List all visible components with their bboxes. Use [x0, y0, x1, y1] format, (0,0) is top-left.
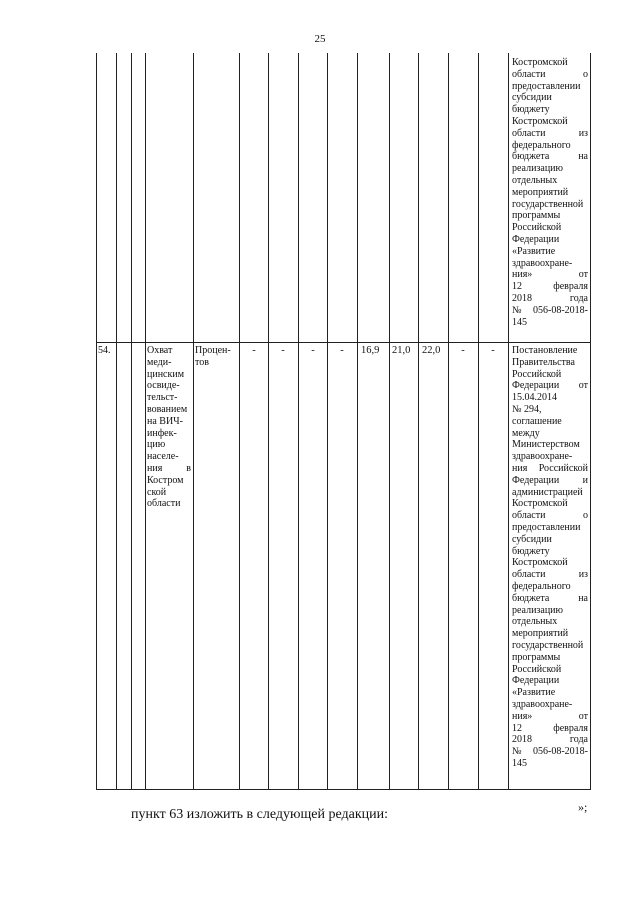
basis-line: Костромской [512, 557, 568, 569]
name-line: вованием [147, 403, 188, 415]
basis-line: 145 [512, 757, 527, 769]
basis-line: государственной [512, 639, 584, 651]
basis-line: области из [512, 127, 588, 139]
name-line: цинским [147, 368, 185, 380]
basis-line: Федерации от [512, 380, 588, 392]
name-line [147, 463, 191, 475]
basis-line: Постановление [512, 345, 578, 356]
basis-line: отдельных [512, 616, 558, 628]
basis-line: 2018 года [512, 734, 588, 746]
basis-line: ния» от [512, 269, 588, 281]
basis-line: здравоохране- [512, 257, 573, 269]
value-2021: 22,0 [422, 345, 441, 356]
name-line: тельст- [147, 392, 178, 404]
basis-line: 12 февраля [512, 722, 588, 734]
basis-line: мероприятий [512, 186, 569, 198]
unit-of-measure [195, 345, 237, 369]
basis-line: программы [512, 651, 561, 663]
indicator-name [147, 345, 191, 510]
value-2019: 16,9 [361, 345, 380, 356]
basis-line: 12 февраля [512, 281, 588, 293]
basis-line: Федерации и [512, 474, 588, 486]
basis-line: № 056-08-2018- [512, 746, 588, 758]
value-dash: - [252, 345, 256, 356]
name-line: на ВИЧ- [147, 415, 184, 427]
basis-line: ния Российской [512, 462, 588, 474]
basis-line: государственной [512, 198, 584, 210]
basis-line: Правительства [512, 356, 575, 368]
basis-line: соглашение [512, 415, 562, 427]
basis-line: мероприятий [512, 628, 569, 640]
basis-line: ния» от [512, 710, 588, 722]
name-line: области [147, 498, 181, 510]
name-word: в [186, 462, 191, 474]
value-dash: - [340, 345, 344, 356]
basis-line: бюджета на [512, 592, 588, 604]
row-number: 54. [98, 345, 111, 356]
name-line: меди- [147, 356, 172, 368]
name-line: ской [147, 486, 167, 498]
basis-line: программы [512, 210, 561, 222]
basis-line: «Развитие [512, 687, 556, 699]
basis-line: 15.04.2014 [512, 392, 557, 404]
unit-line: тов [195, 356, 209, 368]
basis-line: № 294, [512, 403, 542, 415]
page-number: 25 [314, 33, 326, 45]
basis-line: федерального [512, 139, 571, 151]
basis-line: области из [512, 569, 588, 581]
basis-line: Российской [512, 663, 562, 675]
name-line: населе- [147, 451, 179, 463]
basis-line: Федерации [512, 233, 560, 245]
name-line: Костром [147, 474, 184, 486]
basis-line: здравоохране- [512, 451, 573, 463]
basis-line: Костромской [512, 57, 568, 68]
basis-line: «Развитие [512, 245, 556, 257]
unit-line: Процен- [195, 345, 231, 356]
row54-basis [512, 345, 588, 770]
basis-line: № 056-08-2018- [512, 304, 588, 316]
basis-line: реализацию [512, 163, 563, 175]
value-dash: - [311, 345, 315, 356]
name-word: ния [147, 462, 163, 474]
value-dash: - [461, 345, 465, 356]
basis-line: отдельных [512, 174, 558, 186]
name-line: цию [147, 439, 166, 451]
basis-line: администрацией [512, 486, 583, 498]
basis-line: Костромской [512, 115, 568, 127]
basis-line: бюджету [512, 545, 550, 557]
amendment-instruction: пункт 63 изложить в следующей редакции: [131, 807, 388, 822]
basis-line: предоставлении [512, 80, 581, 92]
basis-line: субсидии [512, 533, 552, 545]
value-dash: - [491, 345, 495, 356]
basis-line: субсидии [512, 92, 552, 104]
value-2020: 21,0 [392, 345, 411, 356]
basis-line: Российской [512, 368, 562, 380]
name-line: Охват [147, 345, 173, 356]
prev-row-basis [512, 57, 588, 328]
basis-line: Федерации [512, 675, 560, 687]
closing-quote-mark: »; [578, 800, 588, 814]
basis-line: 2018 года [512, 292, 588, 304]
basis-line: области о [512, 68, 588, 80]
basis-line: здравоохране- [512, 698, 573, 710]
basis-line: реализацию [512, 604, 563, 616]
basis-line: бюджета на [512, 151, 588, 163]
name-line: инфек- [147, 427, 177, 439]
basis-line: бюджету [512, 104, 550, 116]
basis-line: федерального [512, 580, 571, 592]
basis-line: 145 [512, 316, 527, 328]
basis-line: области о [512, 510, 588, 522]
basis-line: между [512, 427, 540, 439]
basis-line: предоставлении [512, 521, 581, 533]
basis-line: Министерством [512, 439, 580, 451]
value-dash: - [281, 345, 285, 356]
basis-line: Костромской [512, 498, 568, 510]
basis-line: Российской [512, 222, 562, 234]
name-line: освиде- [147, 380, 180, 392]
